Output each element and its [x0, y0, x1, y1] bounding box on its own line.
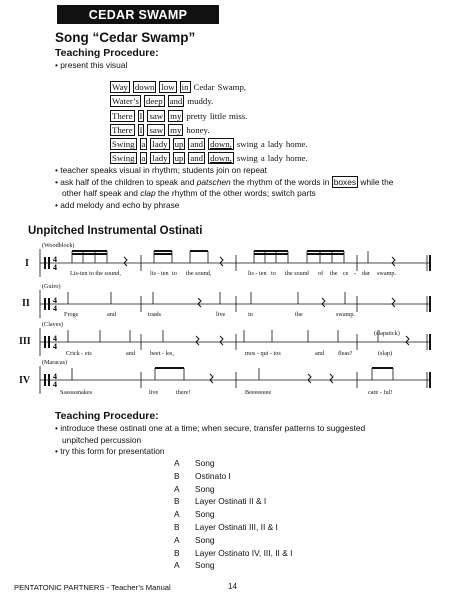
- form-row: [174, 495, 292, 508]
- page-number: 14: [228, 582, 238, 591]
- lyric: in: [248, 311, 253, 318]
- lyric: there!: [176, 389, 191, 396]
- bullet-ask-half: • ask half of the children to speak and patschen the rhythm of the words in boxes while the: [55, 176, 394, 187]
- lyric: dar: [362, 270, 370, 277]
- word: muddy.: [187, 96, 214, 107]
- bullet-introduce-ostinati: • introduce these ostinati one at a time; when secure, transfer patterns to suggested: [55, 423, 366, 433]
- bullet-introduce-continued: unpitched percussion: [62, 434, 142, 445]
- boxed-word: down: [134, 82, 155, 92]
- boxed-word: Swing: [112, 153, 135, 164]
- boxed-word: down,: [210, 139, 232, 150]
- form-letter: A: [174, 534, 180, 545]
- boxed-word: my: [170, 110, 182, 121]
- form-label: Song: [195, 509, 215, 520]
- bullet-add-melody: • add melody and echo by phrase: [55, 199, 180, 210]
- lyric: live: [216, 311, 226, 318]
- boxed-word: in: [181, 82, 189, 92]
- form-row: [174, 457, 292, 470]
- song-title: Song “Cedar Swamp”: [55, 30, 196, 45]
- instrument-maracas: (Maracas): [42, 359, 68, 366]
- word: pretty: [186, 110, 207, 121]
- rest-1a: [124, 257, 127, 266]
- form-row: [174, 508, 292, 521]
- word: miss.: [229, 110, 248, 121]
- form-row: [174, 521, 292, 534]
- lyric: to: [271, 270, 276, 277]
- word: Cedar: [193, 82, 215, 92]
- boxed-word: Water’s: [112, 96, 139, 107]
- boxed-word: saw: [149, 124, 164, 135]
- word: home.: [285, 153, 308, 164]
- instrument-claves: (Claves): [42, 321, 63, 328]
- boxed-word: a: [141, 153, 146, 164]
- form-row: [174, 483, 292, 496]
- word: a: [260, 139, 265, 150]
- boxed-word: up: [174, 153, 184, 164]
- lyric: -: [354, 270, 357, 277]
- boxed-word: lady: [152, 139, 168, 150]
- form-letter: B: [174, 496, 180, 507]
- lyric: fleas?: [338, 350, 353, 357]
- form-label: Song: [195, 560, 215, 571]
- boxed-word: and: [169, 96, 183, 107]
- boxed-word: and: [190, 153, 204, 164]
- form-label: Song: [195, 534, 215, 545]
- lyric: the sound: [285, 270, 309, 277]
- form-row: [174, 559, 292, 572]
- ostinati-heading: Unpitched Instrumental Ostinati: [28, 225, 203, 237]
- bullet-try-form: • try this form for presentation: [55, 446, 165, 456]
- boxed-word: up: [174, 139, 184, 150]
- word: home.: [285, 139, 308, 150]
- boxed-word: Swing: [112, 139, 135, 150]
- word: lady: [267, 153, 283, 164]
- procedure2-bullets: [55, 423, 460, 458]
- time-sig-1: 4: [53, 255, 57, 264]
- lyric: and: [126, 350, 135, 357]
- boxed-word: There: [112, 110, 133, 121]
- boxed-word: I: [139, 110, 143, 121]
- form-row: [174, 470, 292, 483]
- lyric: and: [315, 350, 324, 357]
- svg-text:4: 4: [53, 380, 57, 389]
- part-numeral-4: IV: [19, 375, 31, 386]
- boxed-word: a: [141, 139, 146, 150]
- part-numeral-3: III: [19, 336, 31, 347]
- form-letter: A: [174, 560, 180, 571]
- word: honey.: [186, 124, 210, 135]
- teaching-procedure-heading-2: Teaching Procedure:: [55, 410, 159, 422]
- rest-1b: [220, 257, 223, 266]
- lyric: of: [318, 270, 324, 277]
- form-letter: A: [174, 509, 180, 520]
- bullet-ask-half-continued: other half speak and clap the rhythm of the other words; switch parts: [62, 188, 316, 198]
- slapstick-note: (slapstick): [374, 330, 400, 337]
- lyric: Lis-ten to the sound,: [70, 270, 121, 277]
- boxed-word: down,: [210, 153, 232, 164]
- part-numeral-1: I: [25, 258, 29, 269]
- form-letter: B: [174, 470, 180, 481]
- boxed-word: Way: [112, 82, 128, 92]
- time-sig-2: 4: [53, 296, 57, 305]
- lyric: the: [295, 311, 303, 318]
- lyric: and: [107, 311, 116, 318]
- part-numeral-2: II: [22, 298, 30, 309]
- form-label: Layer Ostinato IV, III, II & I: [195, 547, 293, 558]
- word: little: [209, 110, 227, 121]
- lyric: Beeeeeeee: [245, 389, 272, 396]
- lyric: Sssssssnakes: [60, 389, 92, 396]
- lyric: lis - ten: [248, 270, 267, 277]
- time-sig-3: 4: [53, 334, 57, 343]
- boxed-word: saw: [149, 110, 164, 121]
- percussion-clef-2: [44, 298, 46, 310]
- percussion-clef-4: [44, 374, 46, 386]
- lyric: live: [149, 389, 159, 396]
- footer-title: PENTATONIC PARTNERS - Teacher’s Manual: [14, 583, 171, 592]
- notes-part-4: [72, 368, 430, 388]
- boxed-word: There: [112, 124, 133, 135]
- presentation-form: [174, 457, 292, 572]
- banner-text: CEDAR SWAMP: [88, 7, 188, 22]
- form-row: [174, 534, 292, 547]
- lyric: swamp.: [377, 270, 397, 277]
- form-label: Song: [195, 483, 215, 494]
- boxed-word: my: [170, 124, 182, 135]
- boxed-word: deep: [145, 96, 163, 107]
- lyric: Crick - ets: [66, 350, 92, 357]
- word: swing: [236, 139, 258, 150]
- word: swing: [236, 153, 258, 164]
- boxed-word: low: [161, 82, 175, 92]
- instrument-guiro: (Guiro): [42, 283, 61, 290]
- lyric: care - ful!: [368, 389, 393, 396]
- rest-1c: [392, 257, 395, 266]
- form-label: Ostinato I: [195, 470, 231, 481]
- lyric: the sound,: [186, 270, 212, 277]
- percussion-clef-1: [44, 257, 46, 269]
- word: Swamp,: [217, 82, 247, 92]
- boxed-word: lady: [152, 153, 168, 164]
- lyric: ce: [343, 270, 349, 277]
- word: a: [260, 153, 265, 164]
- word: lady: [267, 139, 283, 150]
- teaching-procedure-heading: Teaching Procedure:: [55, 47, 159, 59]
- svg-text:4: 4: [53, 263, 57, 272]
- form-label: Layer Ostinati II & I: [195, 496, 267, 507]
- boxed-word: I: [139, 124, 143, 135]
- form-letter: A: [174, 458, 180, 468]
- lyric: toads: [148, 311, 162, 318]
- bullet-present-visual: • present this visual: [55, 60, 128, 70]
- time-sig-4: 4: [53, 372, 57, 381]
- lyric: lis - ten: [150, 270, 169, 277]
- form-row: [174, 547, 292, 560]
- instrument-woodblock: (Woodblock): [42, 242, 75, 249]
- svg-text:4: 4: [53, 342, 57, 351]
- bullet-teacher-speaks: • teacher speaks visual in rhythm; students join on repeat: [55, 165, 267, 175]
- lyric: (slap): [378, 350, 393, 357]
- lyric: Frogs: [64, 311, 79, 318]
- form-letter: B: [174, 547, 180, 558]
- lyric: to: [172, 270, 177, 277]
- form-label: Song: [195, 458, 215, 468]
- svg-text:4: 4: [53, 304, 57, 313]
- form-letter: B: [174, 521, 180, 532]
- lyric: mos - qui - tos: [245, 350, 281, 357]
- lyric: swamp.: [336, 311, 356, 318]
- form-letter: A: [174, 483, 180, 494]
- lyric: the: [330, 270, 338, 277]
- boxed-word: and: [190, 139, 204, 150]
- notes-part-2: [68, 292, 430, 312]
- percussion-clef-3: [44, 336, 46, 348]
- lyric: beet - les,: [150, 350, 174, 357]
- form-label: Layer Ostinati III, II & I: [195, 521, 278, 532]
